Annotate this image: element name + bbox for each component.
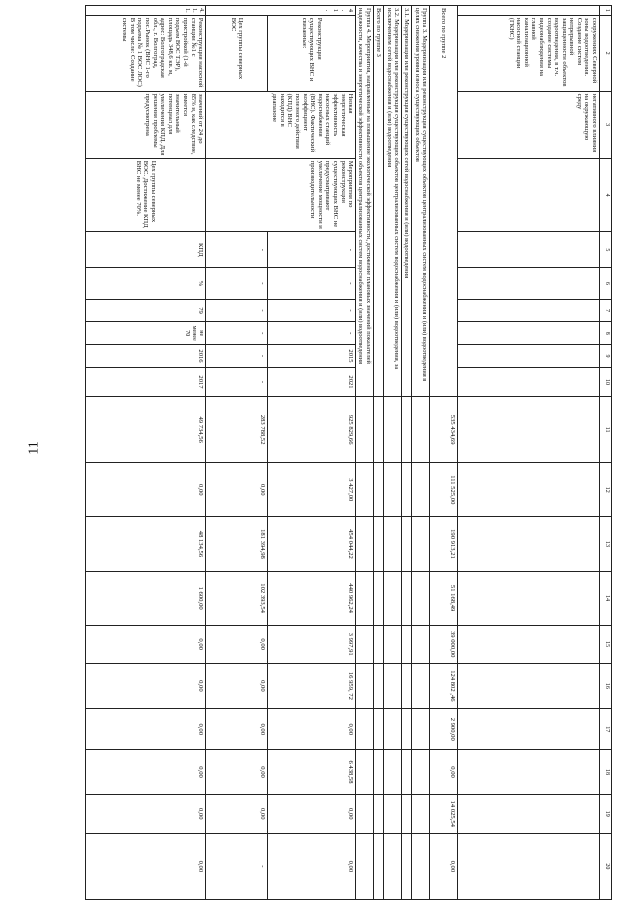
cell-value: 3 997,91 (268, 625, 356, 663)
cell (458, 663, 600, 709)
table-row-continuation (458, 6, 600, 900)
cell (373, 571, 383, 625)
cell (458, 517, 600, 571)
cell (458, 625, 600, 663)
measure-description: Реконструкция насосной станции №1 с пристройкой (1-й подъем ВОС ТЭР), площадь 348,6 кв. м, адрес: Волгоградская обл., г. Волгоград, пос.Рынок (ВНС 1-го подъема № 1 ВОС ЛОС) В том числе: Создание системы (86, 15, 206, 91)
section-row (412, 6, 430, 900)
cell (401, 625, 411, 663)
cell-value: 925 829,66 (268, 397, 356, 463)
total-label: Всего по группе 2 (430, 6, 458, 397)
cell (384, 397, 402, 463)
cell (458, 232, 600, 268)
cell-value: не менее 70 (86, 322, 206, 345)
cell (458, 322, 600, 345)
cell (458, 571, 600, 625)
cell (384, 625, 402, 663)
cell (373, 463, 383, 517)
cell (356, 794, 374, 833)
cell (458, 397, 600, 463)
cell (412, 625, 430, 663)
cell (458, 463, 600, 517)
cell-value: - (206, 345, 268, 368)
cell (412, 571, 430, 625)
cell-value: 0,00 (206, 750, 268, 794)
total-value: 190 913,21 (430, 517, 458, 571)
cell (384, 517, 402, 571)
cell (373, 517, 383, 571)
cell-value: 0,00 (206, 463, 268, 517)
cell (401, 663, 411, 709)
cell (458, 158, 600, 232)
total-value: 14 025,54 (430, 794, 458, 833)
total-value: 2 900,00 (430, 709, 458, 750)
cell (356, 397, 374, 463)
cell-value: 0,00 (86, 663, 206, 709)
cell (356, 750, 374, 794)
cell-value: - (206, 322, 268, 345)
col-number: 20 (600, 833, 612, 899)
col-number: 1 (600, 6, 612, 16)
cell-value: 0,00 (86, 750, 206, 794)
measure-description: сооружениях Северной зоны водоотведения. Создание систем непрерывной защищенности объектов водоотведения, в т.ч. создание системы видеонаблюдения на главной канализационной насосной станции (ГКНС) (458, 15, 600, 91)
measure-scope: Цех группы северных ВОС. Достижение КПД ВНС не менее 70%. (86, 158, 206, 232)
total-value: 51 168,49 (430, 571, 458, 625)
cell (412, 709, 430, 750)
cell-value: 0,00 (206, 663, 268, 709)
col-number: 2 (600, 15, 612, 91)
page-number: 11 (26, 441, 42, 455)
cell (356, 625, 374, 663)
col-number: 6 (600, 268, 612, 299)
measure-description: Цех группы северных ВОС (206, 15, 268, 91)
cell (401, 463, 411, 517)
total-value: 39 000,00 (430, 625, 458, 663)
cell (458, 345, 600, 368)
cell-value: 0,00 (86, 463, 206, 517)
cell (458, 299, 600, 322)
col-number: 3 (600, 91, 612, 158)
section-row (373, 6, 383, 900)
col-number: 8 (600, 322, 612, 345)
cell-value: - (268, 322, 356, 345)
total-value: 0,00 (430, 750, 458, 794)
cell (373, 663, 383, 709)
total-value: 535 434,69 (430, 397, 458, 463)
problem-description: значений от 24 до 85% и, как следствие, имеется значительный потенциал для увеличения КПД. Для решения проблемы предусмотрена (86, 91, 206, 158)
indicator-name: КПД (86, 232, 206, 268)
cell-value: 0,00 (268, 833, 356, 899)
cell (356, 517, 374, 571)
cell (458, 268, 600, 299)
start-year: 2015 (268, 345, 356, 368)
total-value: 0,00 (430, 833, 458, 899)
cell (401, 750, 411, 794)
start-year: 2016 (86, 345, 206, 368)
cell (384, 750, 402, 794)
col-number: 12 (600, 463, 612, 517)
table-row-4-1-1 (86, 6, 206, 900)
cell (401, 397, 411, 463)
cell (356, 463, 374, 517)
cell (373, 750, 383, 794)
col-number: 11 (600, 397, 612, 463)
cell-value: 0,00 (206, 794, 268, 833)
cell-value: 16 959, 72 (268, 663, 356, 709)
cell (373, 625, 383, 663)
problem-description: Низкая энергетическая эффективность насосных станций водоснабжения (ВНС). Фактический коэффициент полезного действия (КПД) ВНС находится в диапазоне (206, 91, 356, 158)
cell-value: - (206, 367, 268, 396)
cell-value: - (206, 833, 268, 899)
cell-value: 79 (86, 299, 206, 322)
cell (356, 833, 374, 899)
cell-value: 49 734,56 (86, 397, 206, 463)
cell (356, 709, 374, 750)
cell-value: 454 044,22 (268, 517, 356, 571)
cell-value: 0,00 (86, 833, 206, 899)
col-number: 4 (600, 158, 612, 232)
cell-value: 102 393,54 (206, 571, 268, 625)
col-number: 9 (600, 345, 612, 368)
cell-value: - (206, 268, 268, 299)
investment-program-table (85, 5, 612, 900)
cell-value: 1 600,00 (86, 571, 206, 625)
cell-value: 3 427,00 (268, 463, 356, 517)
col-number: 15 (600, 625, 612, 663)
cell (412, 794, 430, 833)
cell (384, 463, 402, 517)
section-row (356, 6, 374, 900)
cell-value: 0,00 (86, 709, 206, 750)
col-number: 18 (600, 750, 612, 794)
cell (412, 750, 430, 794)
section-heading: Группа 4. Мероприятия, направленные на повышение экологической эффективности, достижение плановых значений показателей надежности, качества и энергетической эффективности объектов централизованных систем водоснабжения и (или) водоотведения (356, 6, 374, 397)
cell (458, 367, 600, 396)
cell-value: 0,00 (86, 794, 206, 833)
section-row (384, 6, 402, 900)
cell (412, 833, 430, 899)
col-number: 5 (600, 232, 612, 268)
cell (401, 794, 411, 833)
problem-description: негативного влияния на окружающую среду (458, 91, 600, 158)
cell (373, 397, 383, 463)
cell-value: 181 394,98 (206, 517, 268, 571)
col-number: 14 (600, 571, 612, 625)
column-number-row (600, 6, 612, 900)
cell-value: - (206, 232, 268, 268)
cell-value: - (206, 299, 268, 322)
cell (401, 517, 411, 571)
section-heading: 3.2. Модернизация или реконструкция существующих объектов централизованных систем водоснабжения и (или) водоотведения, за исключением сетей водоснабжения и (или) водоотведения (384, 6, 402, 397)
total-value: 124 802 ,46 (430, 663, 458, 709)
measure-scope: Мероприятия по реконструкции существующих ВНС не предусматривают увеличение мощности и производительности (206, 158, 356, 232)
cell (373, 794, 383, 833)
cell (373, 709, 383, 750)
cell-value: 0,00 (206, 709, 268, 750)
cell (458, 833, 600, 899)
cell-value: 6 438,58 (268, 750, 356, 794)
cell (356, 663, 374, 709)
cell-value: 283 788,52 (206, 397, 268, 463)
cell (384, 571, 402, 625)
cell (384, 709, 402, 750)
cell (458, 750, 600, 794)
col-number: 13 (600, 517, 612, 571)
measure-description: Реконструкция существующих ВНС и связанные: (268, 15, 356, 91)
cell (373, 833, 383, 899)
row-number: 4.1.1. (86, 6, 206, 16)
cell-value: 0,00 (268, 794, 356, 833)
cell (384, 663, 402, 709)
cell (356, 571, 374, 625)
section-heading: Группа 3. Модернизация или реконструкция существующих объектов централизованных систем водоснабжения и (или) водоотведения в целях снижения уровня износа существующих объектов (412, 6, 430, 397)
col-number: 17 (600, 709, 612, 750)
cell (412, 397, 430, 463)
cell (458, 709, 600, 750)
cell (401, 709, 411, 750)
table-row-4-1 (268, 6, 356, 900)
total-value: 111 525,00 (430, 463, 458, 517)
col-number: 19 (600, 794, 612, 833)
cell (384, 833, 402, 899)
section-heading: Всего по группе 3 (373, 6, 383, 397)
cell (412, 463, 430, 517)
cell-value: 0,00 (268, 709, 356, 750)
section-row (401, 6, 411, 900)
cell-value: 48 134,56 (86, 517, 206, 571)
cell (412, 517, 430, 571)
cell-value: - (268, 232, 356, 268)
cell-value: 440 962,24 (268, 571, 356, 625)
row-number: 4.1. (206, 6, 356, 16)
end-year: 2021 (268, 367, 356, 396)
col-number: 10 (600, 367, 612, 396)
cell (384, 794, 402, 833)
unit: % (86, 268, 206, 299)
col-number: 7 (600, 299, 612, 322)
cell (412, 663, 430, 709)
cell-value: 0,00 (86, 625, 206, 663)
col-number: 16 (600, 663, 612, 709)
cell (401, 833, 411, 899)
cell-value: - (268, 299, 356, 322)
rotated-table-container (52, 5, 612, 900)
cell (458, 794, 600, 833)
cell (401, 571, 411, 625)
section-heading: 3.1. Модернизация или реконструкция существующих сетей водоснабжения и (или) водоотведения (401, 6, 411, 397)
total-row-group2 (430, 6, 458, 900)
cell (458, 6, 600, 16)
end-year: 2017 (86, 367, 206, 396)
cell-value: 0,00 (206, 625, 268, 663)
cell-value: - (268, 268, 356, 299)
